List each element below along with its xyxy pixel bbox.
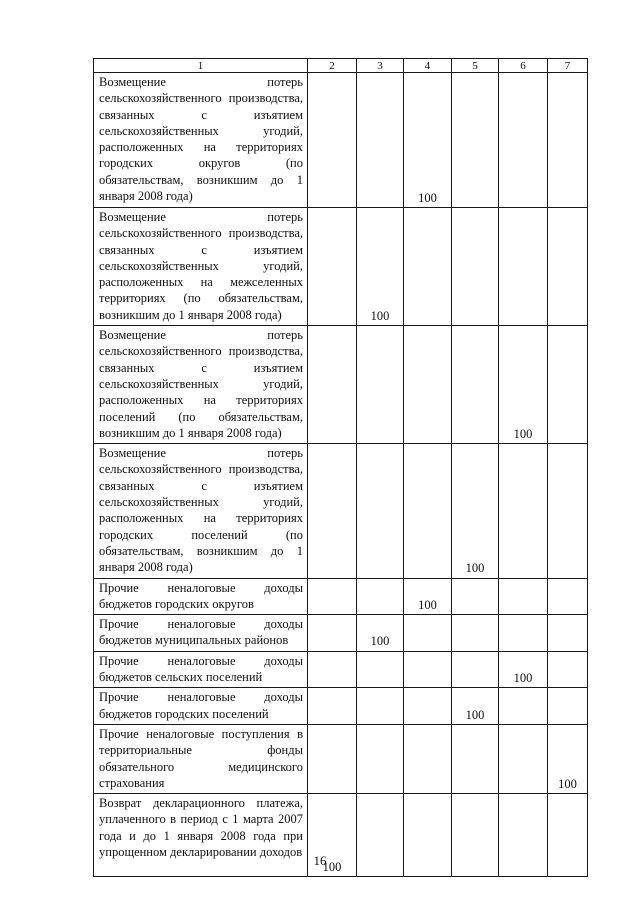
table-row	[94, 444, 588, 578]
value-cell-col-6	[499, 578, 548, 615]
table-row	[94, 688, 588, 725]
value-cell-col-7	[548, 578, 588, 615]
header-col-6: 6	[499, 59, 548, 73]
value-cell-col-2	[308, 688, 357, 725]
value-cell-col-6	[499, 444, 548, 578]
value-cell-col-3: 100	[357, 615, 404, 652]
value-cell-col-5	[452, 208, 499, 326]
value-cell-col-5	[452, 326, 499, 444]
row-description: Возмещение потерь сельскохозяйственного производства, связанных с изъятием сельскохозяйственных угодий, расположенных на межселенных территориях (по обязательствам, возникшим до 1 января 2008 года)	[94, 208, 308, 326]
value-cell-col-5	[452, 578, 499, 615]
row-description: Возврат декларационного платежа, уплаченного в период с 1 марта 2007 года и до 1 января 2008 года при упрощенном декларировании доходов	[94, 794, 308, 877]
value-cell-col-7	[548, 688, 588, 725]
value-cell-col-7	[548, 615, 588, 652]
value-cell-col-3	[357, 651, 404, 688]
value-cell-col-4	[404, 208, 452, 326]
value-cell-col-6: 100	[499, 326, 548, 444]
value-cell-col-7: 100	[548, 724, 588, 793]
header-col-5: 5	[452, 59, 499, 73]
value-cell-col-3: 100	[357, 208, 404, 326]
header-col-3: 3	[357, 59, 404, 73]
table-header-row	[94, 59, 588, 73]
value-cell-col-4	[404, 688, 452, 725]
header-col-7: 7	[548, 59, 588, 73]
header-col-2: 2	[308, 59, 357, 73]
value-cell-col-5: 100	[452, 688, 499, 725]
header-col-4: 4	[404, 59, 452, 73]
value-cell-col-2	[308, 651, 357, 688]
header-col-1: 1	[94, 59, 308, 73]
value-cell-col-4	[404, 615, 452, 652]
value-cell-col-2	[308, 208, 357, 326]
table-row	[94, 208, 588, 326]
value-cell-col-7	[548, 651, 588, 688]
row-description: Возмещение потерь сельскохозяйственного производства, связанных с изъятием сельскохозяйственных угодий, расположенных на территориях городских поселений (по обязательствам, возникшим до 1 января 2008 года)	[94, 444, 308, 578]
revenue-distribution-table	[93, 58, 588, 877]
value-cell-col-5	[452, 73, 499, 208]
value-cell-col-6	[499, 724, 548, 793]
value-cell-col-3	[357, 73, 404, 208]
table-row	[94, 326, 588, 444]
row-description: Прочие неналоговые доходы бюджетов городских округов	[94, 578, 308, 615]
value-cell-col-4	[404, 651, 452, 688]
table-row	[94, 651, 588, 688]
value-cell-col-2	[308, 578, 357, 615]
value-cell-col-3	[357, 724, 404, 793]
value-cell-col-4	[404, 724, 452, 793]
value-cell-col-4: 100	[404, 578, 452, 615]
value-cell-col-6: 100	[499, 651, 548, 688]
value-cell-col-5	[452, 724, 499, 793]
value-cell-col-7	[548, 208, 588, 326]
value-cell-col-5	[452, 615, 499, 652]
row-description: Возмещение потерь сельскохозяйственного производства, связанных с изъятием сельскохозяйственных угодий, расположенных на территориях поселений (по обязательствам, возникшим до 1 января 2008 года)	[94, 326, 308, 444]
row-description: Прочие неналоговые доходы бюджетов сельских поселений	[94, 651, 308, 688]
table-row	[94, 724, 588, 793]
row-description: Прочие неналоговые доходы бюджетов муниципальных районов	[94, 615, 308, 652]
value-cell-col-3	[357, 326, 404, 444]
value-cell-col-6	[499, 73, 548, 208]
value-cell-col-4: 100	[404, 73, 452, 208]
value-cell-col-5	[452, 651, 499, 688]
value-cell-col-7	[548, 444, 588, 578]
value-cell-col-2	[308, 615, 357, 652]
table-row	[94, 615, 588, 652]
value-cell-col-6	[499, 208, 548, 326]
value-cell-col-2	[308, 73, 357, 208]
value-cell-col-2	[308, 444, 357, 578]
value-cell-col-7	[548, 73, 588, 208]
value-cell-col-3	[357, 688, 404, 725]
row-description: Прочие неналоговые доходы бюджетов городских поселений	[94, 688, 308, 725]
page-number: 16	[313, 853, 327, 868]
value-cell-col-3	[357, 578, 404, 615]
value-cell-col-3	[357, 444, 404, 578]
value-cell-col-4	[404, 326, 452, 444]
value-cell-col-5: 100	[452, 444, 499, 578]
table-row	[94, 73, 588, 208]
row-description: Прочие неналоговые поступления в территориальные фонды обязательного медицинского страхования	[94, 724, 308, 793]
value-cell-col-6	[499, 615, 548, 652]
value-cell-col-2	[308, 724, 357, 793]
value-cell-col-2	[308, 326, 357, 444]
value-cell-col-2: 100	[308, 794, 357, 877]
table-row	[94, 578, 588, 615]
value-cell-col-4	[404, 444, 452, 578]
row-description: Возмещение потерь сельскохозяйственного производства, связанных с изъятием сельскохозяйственных угодий, расположенных на территориях городских округов (по обязательствам, возникшим до 1 января 2008 года)	[94, 73, 308, 208]
value-cell-col-7	[548, 326, 588, 444]
value-cell-col-6	[499, 688, 548, 725]
